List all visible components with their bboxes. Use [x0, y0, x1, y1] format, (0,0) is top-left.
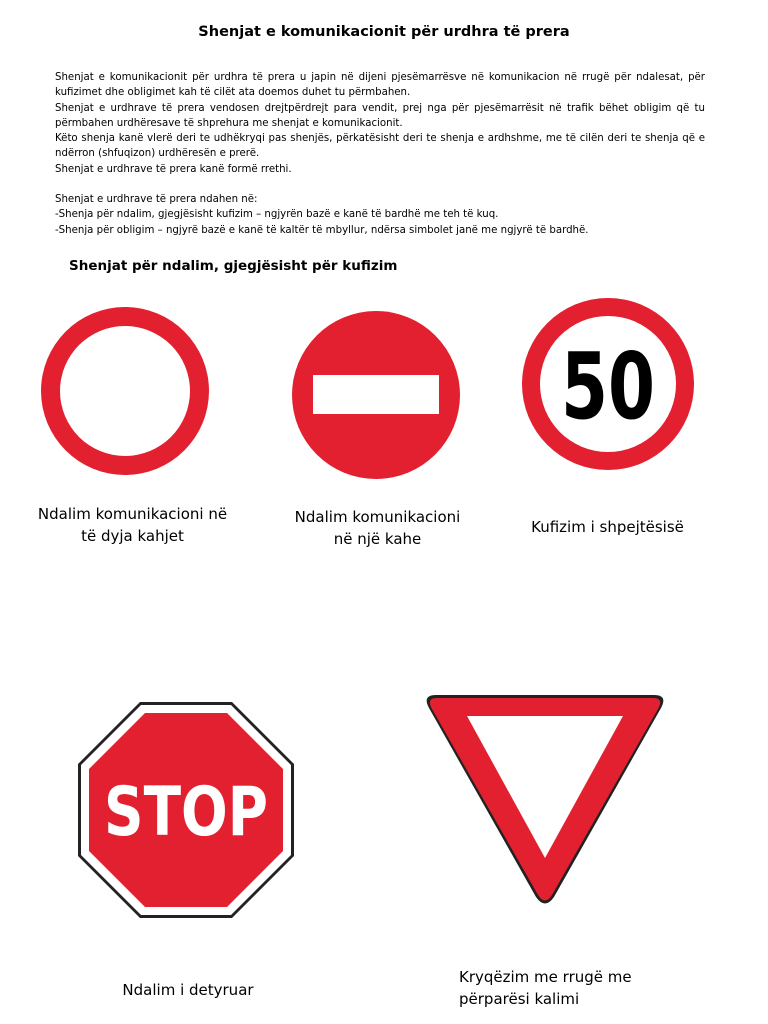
caption-yield: Kryqëzim me rrugë me përparësi kalimi — [459, 968, 632, 1008]
division-item: -Shenja për ndalim, gjegjësisht kufizim – ngjyrën bazë e kanë të bardhë me teh të kuq. — [55, 209, 499, 221]
intro-paragraph: Shenjat e komunikacionit për urdhra të prera u japin në dijeni pjesëmarrësve në komunikacion në rrugë për ndalesat, për kufizimet dhe obligimet kah të cilët ata doemos duhet tu përmbahen. — [55, 72, 705, 99]
yield-sign-icon — [422, 692, 668, 910]
caption-speed-limit: Kufizim i shpejtësisë — [531, 518, 684, 536]
intro-paragraph: Shenjat e urdhrave të prera kanë formë rrethi. — [55, 163, 292, 175]
no-entry-sign-icon — [287, 306, 465, 484]
division-item: -Shenja për obligim – ngjyrë bazë e kanë të kaltër të mbyllur, ndërsa simbolet janë me ngjyrë të bardhë. — [55, 224, 589, 236]
intro-paragraph: Shenjat e urdhrave të prera vendosen drejtpërdrejt para vendit, prej nga për pjesëmarrësit në trafik bëhet obligim që tu përmbahen urdhëresave të shprehura me shenjat e komunikacionit. — [55, 102, 705, 129]
stop-sign-icon — [76, 700, 296, 920]
intro-paragraph: Këto shenja kanë vlerë deri te udhëkryqi pas shenjës, përkatësisht deri te shenja e ardhshme, me të cilën deri te shenja që e ndërron (shfuqizon) urdhëresën e prerë. — [55, 133, 705, 160]
division-intro: Shenjat e urdhrave të prera ndahen në: — [55, 194, 258, 206]
section-heading: Shenjat për ndalim, gjegjësisht për kufizim — [69, 258, 398, 274]
no-traffic-both-directions-sign-icon — [35, 301, 215, 481]
speed-limit-number: 50 — [561, 333, 655, 440]
speed-limit-sign-icon — [516, 292, 700, 476]
caption-stop: Ndalim i detyruar — [122, 981, 254, 999]
stop-sign-text: STOP — [104, 773, 268, 852]
intro-text — [55, 70, 705, 238]
caption-no-entry: Ndalim komunikacioni në një kahe — [294, 508, 461, 548]
caption-no-traffic-both: Ndalim komunikacioni në të dyja kahjet — [37, 505, 228, 545]
page-title: Shenjat e komunikacionit për urdhra të prera — [198, 24, 570, 40]
